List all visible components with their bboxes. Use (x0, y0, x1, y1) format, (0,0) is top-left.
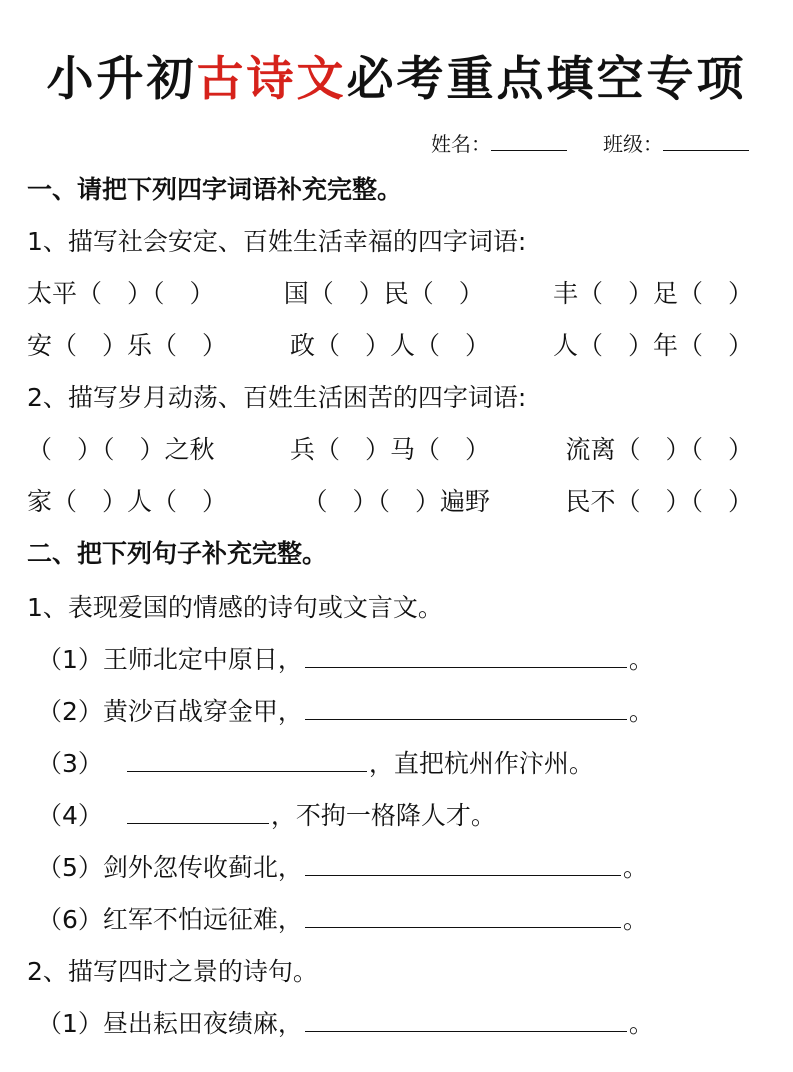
poem-line-4 (37, 796, 496, 832)
poem-line-1-text: 王师北定中原日， (102, 645, 303, 674)
poem-line-7-end: 。 (628, 1009, 654, 1038)
q2-row2-item1[interactable]: 家（ ）人（ ） (27, 487, 228, 516)
section1-q2: 2、描写岁月动荡、百姓生活困苦的四字词语: (27, 383, 527, 412)
q2-row1 (27, 430, 753, 466)
poem-line-2-end: 。 (628, 697, 654, 726)
q1-row2 (27, 326, 753, 362)
poem-line-5-text: 剑外忽传收蓟北， (102, 853, 303, 882)
q1-row2-item3[interactable]: 人（ ）年（ ） (552, 331, 753, 360)
section2-q1: 1、表现爱国的情感的诗句或文言文。 (27, 593, 443, 622)
poem-line-1 (37, 640, 654, 676)
poem-line-5-blank[interactable] (305, 855, 621, 876)
poem-line-6 (37, 900, 648, 936)
poem-line-7 (37, 1004, 654, 1040)
section1-q1: 1、描写社会安定、百姓生活幸福的四字词语: (27, 227, 527, 256)
poem-line-3-num: （3） (37, 749, 103, 778)
name-label: 姓名： (431, 132, 491, 156)
q1-row2-item1[interactable]: 安（ ）乐（ ） (27, 331, 228, 360)
poem-line-5-num: （5） (37, 853, 103, 882)
poem-line-7-num: （1） (37, 1009, 103, 1038)
poem-line-6-blank[interactable] (305, 907, 621, 928)
poem-line-6-text: 红军不怕远征难， (102, 905, 303, 934)
name-class-bar (431, 128, 749, 157)
q2-row1-item3[interactable]: 流离（ ）（ ） (565, 435, 753, 464)
name-field[interactable] (491, 132, 567, 151)
poem-line-1-end: 。 (628, 645, 654, 674)
q1-row2-item2[interactable]: 政（ ）人（ ） (289, 331, 490, 360)
poem-line-6-end: 。 (622, 905, 648, 934)
q2-row2 (27, 482, 753, 518)
poem-line-6-num: （6） (37, 905, 103, 934)
poem-line-7-text: 昼出耘田夜绩麻， (102, 1009, 303, 1038)
poem-line-1-num: （1） (37, 645, 103, 674)
section1-heading: 一、请把下列四字词语补充完整。 (27, 175, 403, 204)
title-highlight: 古诗文 (196, 52, 347, 107)
q1-row1-item3[interactable]: 丰（ ）足（ ） (552, 279, 753, 308)
q2-row1-item1[interactable]: （ ）（ ）之秋 (27, 435, 215, 464)
poem-line-4-blank[interactable] (127, 803, 269, 824)
poem-line-7-blank[interactable] (305, 1011, 627, 1032)
q2-row2-item3[interactable]: 民不（ ）（ ） (565, 487, 753, 516)
class-field[interactable] (663, 132, 749, 151)
q1-row1 (27, 274, 753, 310)
poem-line-4-num: （4） (37, 801, 103, 830)
poem-line-2-text: 黄沙百战穿金甲， (102, 697, 303, 726)
poem-line-1-blank[interactable] (305, 647, 627, 668)
poem-line-3-end: ，直把杭州作汴州。 (368, 749, 594, 778)
poem-line-3 (37, 744, 594, 780)
section2-q2: 2、描写四时之景的诗句。 (27, 957, 318, 986)
poem-line-2-blank[interactable] (305, 699, 627, 720)
title-part3: 必考重点填空专项 (346, 52, 747, 107)
q2-row1-item2[interactable]: 兵（ ）马（ ） (289, 435, 490, 464)
poem-line-5 (37, 848, 648, 884)
class-label: 班级： (603, 132, 663, 156)
poem-line-4-end: ，不拘一格降人才。 (270, 801, 496, 830)
title-part1: 小升初 (46, 52, 197, 107)
section2-heading: 二、把下列句子补充完整。 (27, 539, 328, 568)
q2-row2-item2[interactable]: （ ）（ ）遍野 (302, 487, 490, 516)
q1-row1-item1[interactable]: 太平（ ）（ ） (27, 279, 215, 308)
q1-row1-item2[interactable]: 国（ ）民（ ） (283, 279, 484, 308)
poem-line-2 (37, 692, 654, 728)
poem-line-2-num: （2） (37, 697, 103, 726)
poem-line-3-blank[interactable] (127, 751, 367, 772)
page-title (0, 42, 793, 109)
poem-line-5-end: 。 (622, 853, 648, 882)
